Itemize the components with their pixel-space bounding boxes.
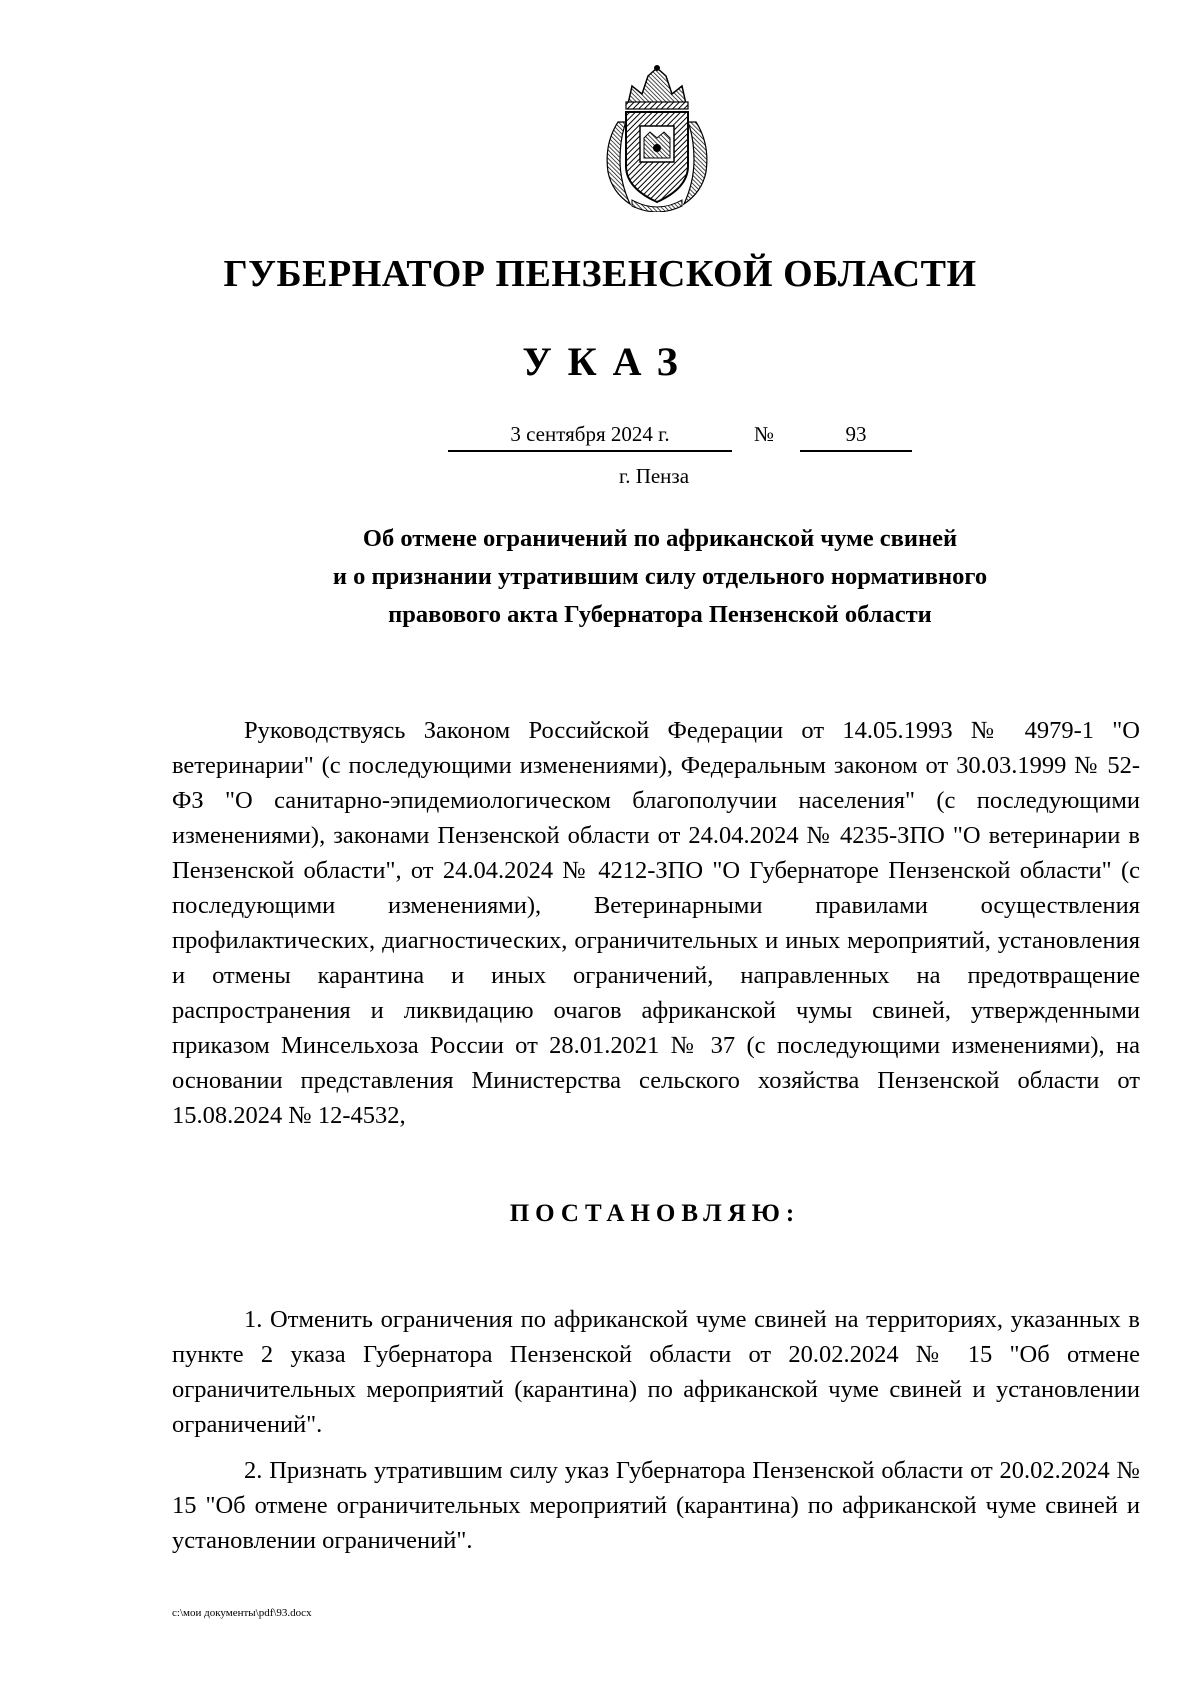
document-subject (200, 520, 1120, 634)
document-number: 93 (800, 422, 912, 452)
subject-line: правового акта Губернатора Пензенской области (388, 601, 932, 628)
coat-of-arms-emblem (598, 64, 716, 212)
decree-item-2: 2. Признать утратившим силу указ Губернатора Пензенской области от 20.02.2024 № 15 "Об отмене ограничительных мероприятий (карантина) по африканской чуме свиней и установлении ограничений". (172, 1457, 1140, 1554)
decree-item-1: 1. Отменить ограничения по африканской чуме свиней на территориях, указанных в пункте 2 указа Губернатора Пензенской области от 20.02.2024 № 15 "Об отмене ограничительных мероприятий (карантина) по африканской чуме свиней и установлении ограничений". (172, 1306, 1140, 1438)
preamble-paragraph: Руководствуясь Законом Российской Федерации от 14.05.1993 № 4979-1 "О ветеринарии" (с последующими изменениями), Федеральным законом от 30.03.1999 № 52-ФЗ "О санитарно-эпидемиологическом благополучии населения" (с последующими изменениями), законами Пензенской области от 24.04.2024 № 4235-ЗПО "О ветеринарии в Пензенской области", от 24.04.2024 № 4212-ЗПО "О Губернаторе Пензенской области" (с последующими изменениями), Ветеринарными правилами осуществления профилактических, диагностических, ограничительных и иных мероприятий, установления и отмены карантина и иных ограничений, направленных на предотвращение распространения и ликвидацию очагов африканской чумы свиней, утвержденными приказом Минсельхоза России от 28.01.2021 № 37 (с последующими изменениями), на основании представления Министерства сельского хозяйства Пензенской области от 15.08.2024 № 12-4532, (172, 717, 1140, 1129)
subject-line: и о признании утратившим силу отдельного нормативного (332, 563, 988, 590)
document-place: г. Пенза (618, 464, 690, 488)
number-sign: № (753, 422, 775, 446)
resolve-heading: ПОСТАНОВЛЯЮ: (509, 1200, 801, 1227)
document-date: 3 сентября 2024 г. (448, 422, 732, 452)
subject-line: Об отмене ограничений по африканской чуме свиней (362, 525, 958, 552)
file-path-footer: c:\мои документы\pdf\93.docx (172, 1607, 312, 1619)
issuing-authority-title: ГУБЕРНАТОР ПЕНЗЕНСКОЙ ОБЛАСТИ (223, 253, 977, 295)
document-type-title: УКАЗ (522, 339, 694, 384)
